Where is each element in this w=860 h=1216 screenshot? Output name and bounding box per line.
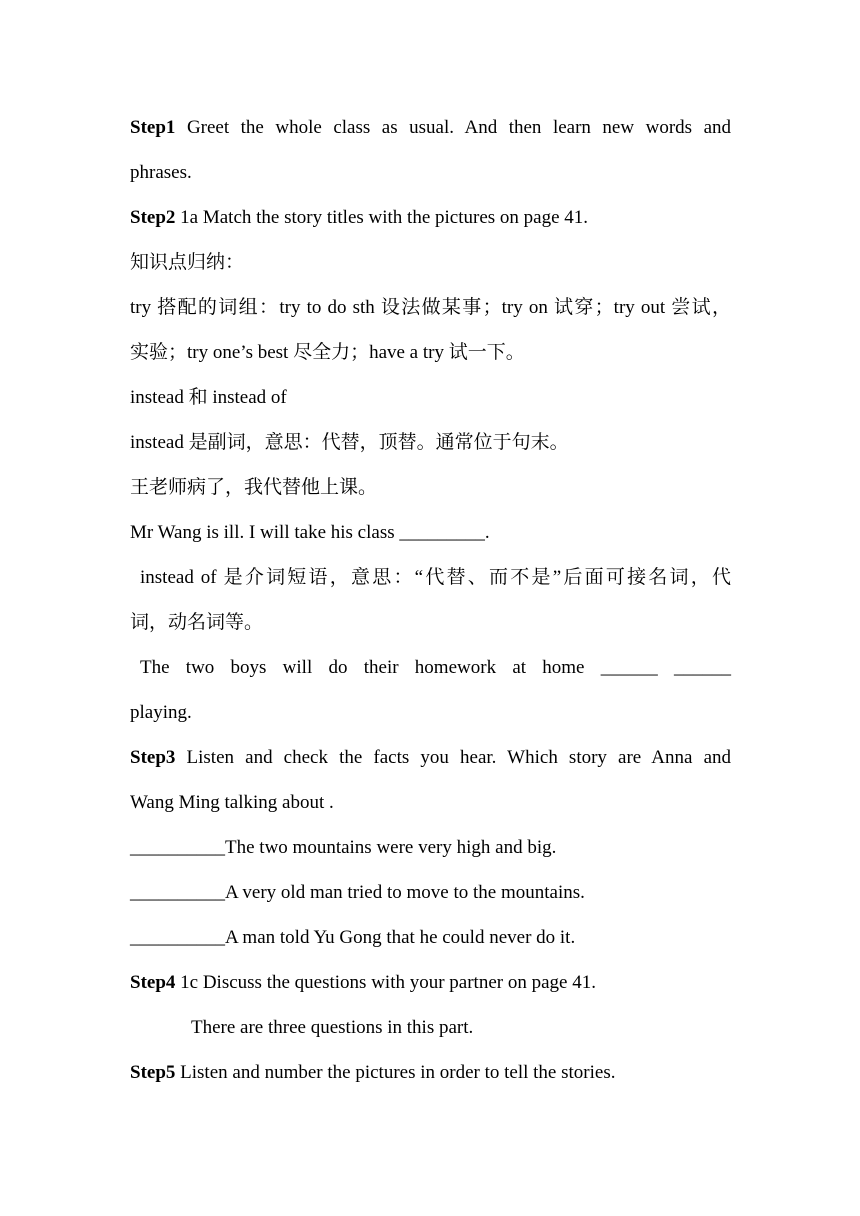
fact-blank: __________ (130, 882, 225, 903)
step2-text: 1a Match the story titles with the pictures on page 41. (180, 207, 589, 228)
instead-heading: instead 和 instead of (130, 387, 287, 408)
step3-text: Listen and check the facts you hear. Which story are Anna and (186, 747, 732, 768)
step4-label: Step4 (130, 972, 176, 993)
instead-of-line2: 词，动名词等。 (130, 612, 264, 633)
step2-line (130, 195, 731, 240)
step1-text: Greet the whole class as usual. And then learn new words and (186, 117, 732, 138)
step3-line2: Wang Ming talking about . (130, 792, 334, 813)
fact-item (130, 870, 731, 915)
step5-text: Listen and number the pictures in order to tell the stories. (180, 1062, 616, 1083)
step4-line (130, 960, 731, 1005)
fact-text: A very old man tried to move to the mountains. (225, 882, 585, 903)
exercise-line1 (130, 645, 731, 690)
step1-line1 (130, 105, 731, 150)
fact-text: A man told Yu Gong that he could never do it. (225, 927, 576, 948)
fact-text: The two mountains were very high and big. (225, 837, 557, 858)
step1-line2: phrases. (130, 162, 192, 183)
step5-line (130, 1050, 731, 1095)
step3-label: Step3 (130, 747, 176, 768)
notes-heading: 知识点归纳： (130, 252, 245, 273)
fact-item (130, 825, 731, 870)
fact-blank: __________ (130, 837, 225, 858)
example-chinese: 王老师病了，我代替他上课。 (130, 477, 378, 498)
step2-label: Step2 (130, 207, 176, 228)
exercise-blank-1: ______ (600, 657, 658, 678)
try-phrases-line2: 实验；try one’s best 尽全力；have a try 试一下。 (130, 342, 525, 363)
instead-of-line1: instead of 是介词短语，意思：“代替、而不是”后面可接名词，代 (140, 567, 731, 588)
step1-label: Step1 (130, 117, 176, 138)
fact-blank: __________ (130, 927, 225, 948)
step5-label: Step5 (130, 1062, 176, 1083)
example-english: Mr Wang is ill. I will take his class _________. (130, 522, 490, 543)
instead-definition: instead 是副词，意思：代替，顶替。通常位于句末。 (130, 432, 569, 453)
step4-sub: There are three questions in this part. (191, 1017, 474, 1038)
try-phrases-line1: try 搭配的词组：try to do sth 设法做某事；try on 试穿；try out 尝试， (130, 297, 731, 318)
step3-line1 (130, 735, 731, 780)
fact-item (130, 915, 731, 960)
step4-text: 1c Discuss the questions with your partner on page 41. (180, 972, 596, 993)
exercise-text: The two boys will do their homework at home (140, 657, 585, 678)
exercise-blank-2: ______ (674, 657, 731, 678)
document-page (130, 105, 731, 1095)
exercise-line2: playing. (130, 702, 192, 723)
